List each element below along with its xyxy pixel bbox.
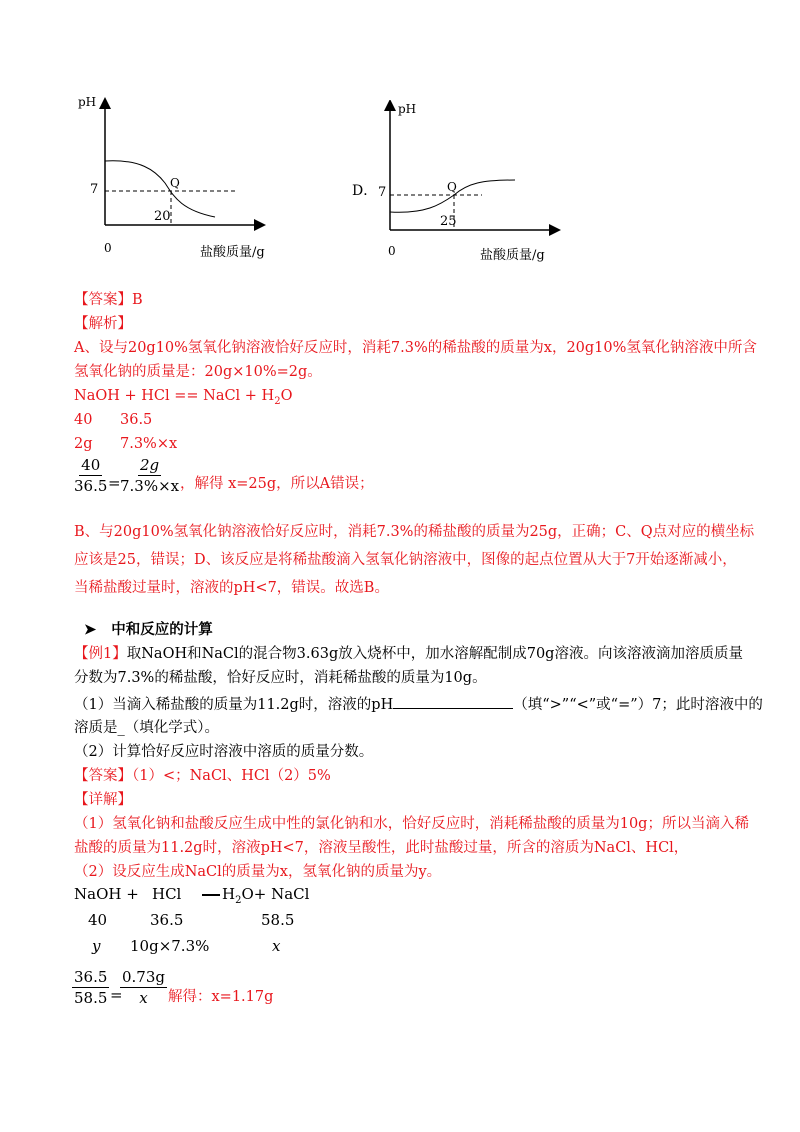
- graph-d-tick-25: 25: [440, 214, 457, 229]
- detail-fraction-1-num: 36.5: [74, 968, 108, 986]
- analysis-value-x: 7.3%×x: [120, 436, 178, 452]
- detail-eq-product: [202, 885, 309, 906]
- analysis-equation-end: O: [280, 388, 293, 404]
- detail-line-3: （2）设反应生成NaCl的质量为x，氢氧化钠的质量为y。: [74, 864, 442, 880]
- analysis-fraction-2-den: 7.3%×x: [120, 477, 180, 495]
- analysis-equation: [74, 386, 292, 412]
- detail-mass-36-5: 36.5: [150, 911, 184, 929]
- graph-d-y-label: pH: [398, 102, 417, 116]
- analysis-para2-line-1: B、与20g10%氢氧化钠溶液恰好反应时，消耗7.3%的稀盐酸的质量为25g，正确；C、Q点对应的横坐标: [74, 524, 755, 540]
- example-question-2: （2）计算恰好反应时溶液中溶质的质量分数。: [74, 744, 374, 760]
- example-tag: 【例1】: [74, 646, 127, 662]
- analysis-fraction-1-num: 40: [81, 456, 101, 474]
- detail-eq-hcl: HCl: [152, 885, 182, 903]
- analysis-mass-40: 40: [74, 412, 93, 428]
- analysis-fraction-1: [72, 456, 109, 495]
- graph-d-x-label: 盐酸质量/g: [480, 248, 545, 263]
- graph-d-tick-7: 7: [378, 185, 387, 200]
- detail-fraction-2-den: x: [139, 989, 148, 1007]
- detail-fraction-2: [120, 968, 167, 1007]
- detail-equals: =: [110, 986, 123, 1004]
- detail-eq-naoh: NaOH +: [74, 885, 139, 903]
- graph-d-option-label: D．: [352, 183, 378, 199]
- analysis-line-2: 氢氧化钠的质量是：20g×10%=2g。: [74, 364, 322, 380]
- analysis-fraction-2-num: 2g: [139, 456, 160, 474]
- example-line-2: 分数为7.3%的稀盐酸，恰好反应时，消耗稀盐酸的质量为10g。: [74, 670, 487, 686]
- graph-c-x-label: 盐酸质量/g: [200, 245, 265, 260]
- detail-mass-40: 40: [88, 911, 108, 929]
- example-line-1: [74, 644, 743, 664]
- detail-eq-h: H: [222, 885, 236, 903]
- analysis-label: 【解析】: [74, 316, 132, 332]
- graph-c: [70, 95, 280, 265]
- ph-answer-blank: [393, 694, 513, 709]
- detail-fraction-1: [72, 968, 109, 1007]
- detail-eq-o-nacl: O+ NaCl: [241, 885, 310, 903]
- detail-line-1: （1）氢氧化钠和盐酸反应生成中性的氯化钠和水，恰好反应时，消耗稀盐酸的质量为10g；所以当滴入稀: [74, 816, 749, 832]
- analysis-equation-sub: 2: [274, 395, 281, 407]
- graph-c-tick-20: 20: [154, 209, 171, 224]
- detail-var-y: y: [92, 937, 101, 955]
- analysis-equals: =: [108, 474, 121, 492]
- graph-d: [370, 100, 570, 270]
- reaction-equals-sign: [202, 894, 220, 896]
- graph-c-origin: 0: [104, 241, 112, 255]
- graph-d-point-q: Q: [447, 180, 457, 194]
- detail-fraction-2-num: 0.73g: [122, 968, 166, 986]
- detail-eq-h-sub: 2: [235, 895, 242, 906]
- analysis-para2-line-2: 应该是25，错误；D、该反应是将稀盐酸滴入氢氧化钠溶液中，图像的起点位置从大于7开始逐渐减小，: [74, 552, 737, 568]
- analysis-fraction-2: [118, 456, 181, 495]
- section-title: 中和反应的计算: [111, 621, 213, 638]
- analysis-line-1: A、设与20g10%氢氧化钠溶液恰好反应时，消耗7.3%的稀盐酸的质量为x，20g10%氢氧化钠溶液中所含: [74, 340, 757, 356]
- answer-2: [74, 766, 331, 786]
- example-text-1: 取NaOH和NaCl的混合物3.63g放入烧杯中，加水溶解配制成70g溶液。向该溶液滴加溶质质量: [126, 646, 743, 662]
- graph-c-tick-7: 7: [90, 182, 99, 197]
- example-q1-post: （填“>”“<”或“=”）7；此时溶液中的: [513, 697, 763, 713]
- analysis-equation-main: NaOH + HCl == NaCl + H: [74, 388, 275, 404]
- detail-label: 【详解】: [74, 792, 132, 808]
- answer-1: [74, 290, 143, 310]
- analysis-mass-36-5: 36.5: [120, 412, 153, 428]
- analysis-value-2g: 2g: [74, 436, 93, 452]
- detail-mass-58-5: 58.5: [261, 911, 295, 929]
- detail-line-2: 盐酸的质量为11.2g时，溶液pH<7，溶液呈酸性，此时盐酸过量，所含的溶质为NaCl、HCl，: [74, 840, 689, 856]
- answer-1-value: B: [132, 292, 143, 308]
- answer-2-value: （1）<；NaCl、HCl（2）5%: [132, 768, 331, 784]
- graph-c-point-q: Q: [170, 176, 180, 190]
- example-question-1-line-2: 溶质是_（填化学式）。: [74, 720, 219, 736]
- analysis-para2-line-3: 当稀盐酸过量时，溶液的pH<7，错误。故选B。: [74, 580, 389, 596]
- analysis-fraction-1-den: 36.5: [74, 477, 108, 495]
- bullet-arrow-icon: ➤: [84, 621, 97, 638]
- detail-solve: 解得：x=1.17g: [168, 989, 274, 1005]
- detail-fraction-1-den: 58.5: [74, 989, 108, 1007]
- detail-var-hcl: 10g×7.3%: [130, 937, 210, 955]
- example-question-1: [74, 694, 763, 715]
- answer-2-label: 【答案】: [74, 768, 132, 784]
- graph-d-origin: 0: [388, 244, 396, 258]
- analysis-solve: ，解得 x=25g，所以A错误；: [180, 476, 374, 492]
- section-header: [84, 620, 213, 640]
- answer-1-label: 【答案】: [74, 292, 132, 308]
- example-q1-pre: （1）当滴入稀盐酸的质量为11.2g时，溶液的pH: [74, 697, 394, 713]
- graph-c-y-label: pH: [78, 95, 97, 109]
- detail-var-x: x: [272, 937, 281, 955]
